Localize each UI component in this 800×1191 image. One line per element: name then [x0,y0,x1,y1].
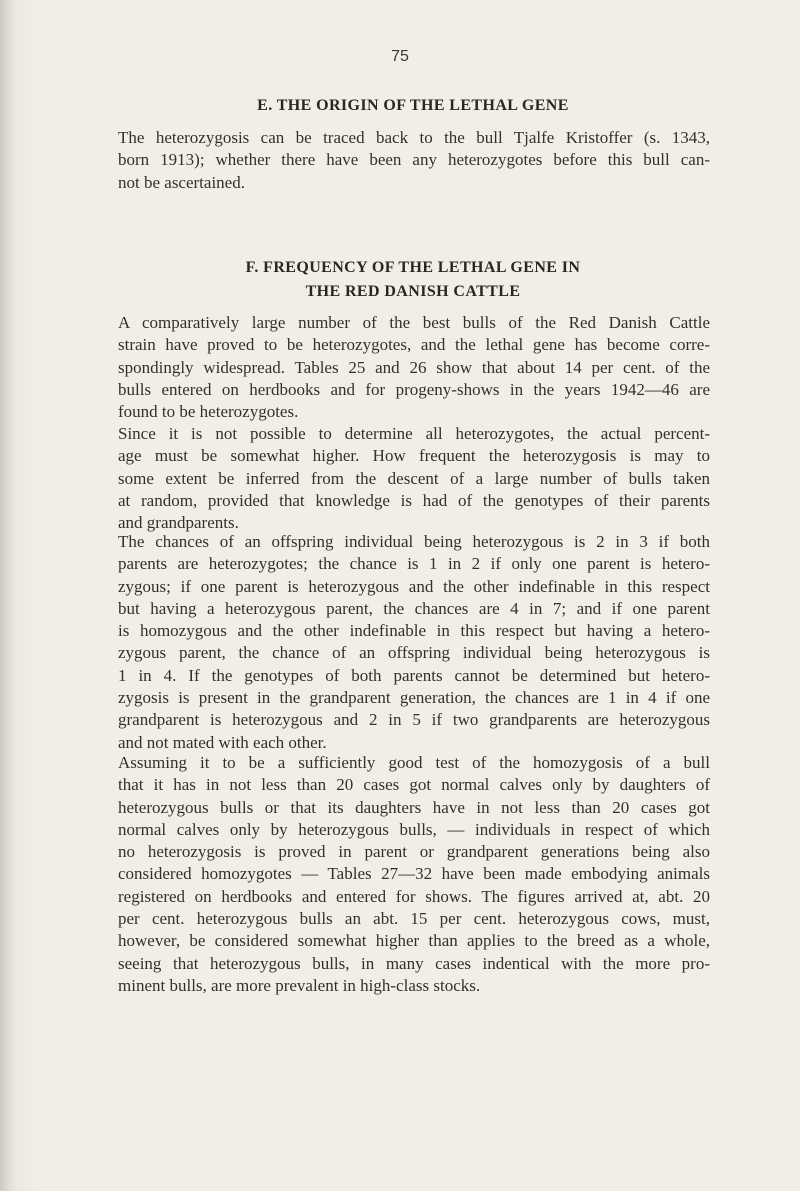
text-line: at random, provided that knowledge is had of the genotypes of their parents [118,490,710,510]
text-line: and not mated with each other. [118,732,327,752]
text-line: zygosis is present in the grandparent generation, the chances are 1 in 4 if one [118,688,710,708]
text-line: normal calves only by heterozygous bulls, — individuals in respect of which [118,819,710,839]
page-number: 75 [391,48,409,65]
binding-edge [0,0,16,1191]
section-e-heading-text: E. THE ORIGIN OF THE LETHAL GENE [257,97,569,114]
text-line: no heterozygosis is proved in parent or grandparent generations being also [118,842,710,862]
text-line: per cent. heterozygous bulls an abt. 15 per cent. heterozygous cows, must, [118,909,710,929]
text-line: considered homozygotes — Tables 27—32 have been made embodying animals [118,864,710,884]
section-f-heading-line: THE RED DANISH CATTLE [305,283,521,300]
text-line: spondingly widespread. Tables 25 and 26 show that about 14 per cent. of the [118,357,710,377]
text-line: Assuming it to be a sufficiently good test of the homozygosis of a bull [118,753,710,772]
section-f-heading [118,256,708,304]
text-line: registered on herdbooks and entered for shows. The figures arrived at, abt. 20 [118,886,710,906]
text-line: and grandparents. [118,513,239,533]
text-line: not be ascertained. [118,172,245,192]
section-f-paragraph-3 [118,531,710,754]
text-line: The heterozygosis can be traced back to the bull Tjalfe Kristoffer (s. 1343, [118,128,710,147]
text-line: however, be considered somewhat higher than applies to the breed as a whole, [118,931,710,951]
text-line: parents are heterozygotes; the chance is 1 in 2 if only one parent is hetero- [118,554,710,574]
section-f-paragraph-2 [118,423,710,534]
text-line: seeing that heterozygous bulls, in many cases indentical with the more pro- [118,953,710,973]
text-line: heterozygous bulls or that its daughters have in not less than 20 cases got [118,797,710,817]
text-line: A comparatively large number of the best bulls of the Red Danish Cattle [118,313,710,332]
text-line: some extent be inferred from the descent of a large number of bulls taken [118,468,710,488]
text-line: strain have proved to be heterozygotes, and the lethal gene has become corre- [118,335,710,355]
text-line: born 1913); whether there have been any heterozygotes before this bull can- [118,150,710,170]
text-line: found to be heterozygotes. [118,402,299,422]
text-line: is homozygous and the other indefinable in this respect but having a hetero- [118,621,710,641]
text-line: age must be somewhat higher. How frequent the heterozygosis is may to [118,446,710,466]
text-line: grandparent is heterozygous and 2 in 5 if two grandparents are heterozygous [118,710,710,730]
section-e-heading [118,94,708,118]
text-line: that it has in not less than 20 cases got normal calves only by daughters of [118,775,710,795]
section-f-heading-line: F. FREQUENCY OF THE LETHAL GENE IN [245,259,581,276]
text-line: 1 in 4. If the genotypes of both parents cannot be determined but hetero- [118,665,710,685]
section-f-paragraph-4 [118,752,710,997]
text-line: zygous; if one parent is heterozygous and the other indefinable in this respect [118,576,710,596]
text-line: minent bulls, are more prevalent in high-class stocks. [118,975,481,995]
text-line: The chances of an offspring individual being heterozygous is 2 in 3 if both [118,532,710,551]
text-line: but having a heterozygous parent, the chances are 4 in 7; and if one parent [118,598,710,618]
text-line: bulls entered on herdbooks and for progeny-shows in the years 1942—46 are [118,379,710,399]
text-line: zygous parent, the chance of an offspring individual being heterozygous is [118,643,710,663]
section-f-paragraph-1 [118,312,710,423]
text-line: Since it is not possible to determine all heterozygotes, the actual percent- [118,424,710,443]
section-e-paragraph [118,127,710,194]
